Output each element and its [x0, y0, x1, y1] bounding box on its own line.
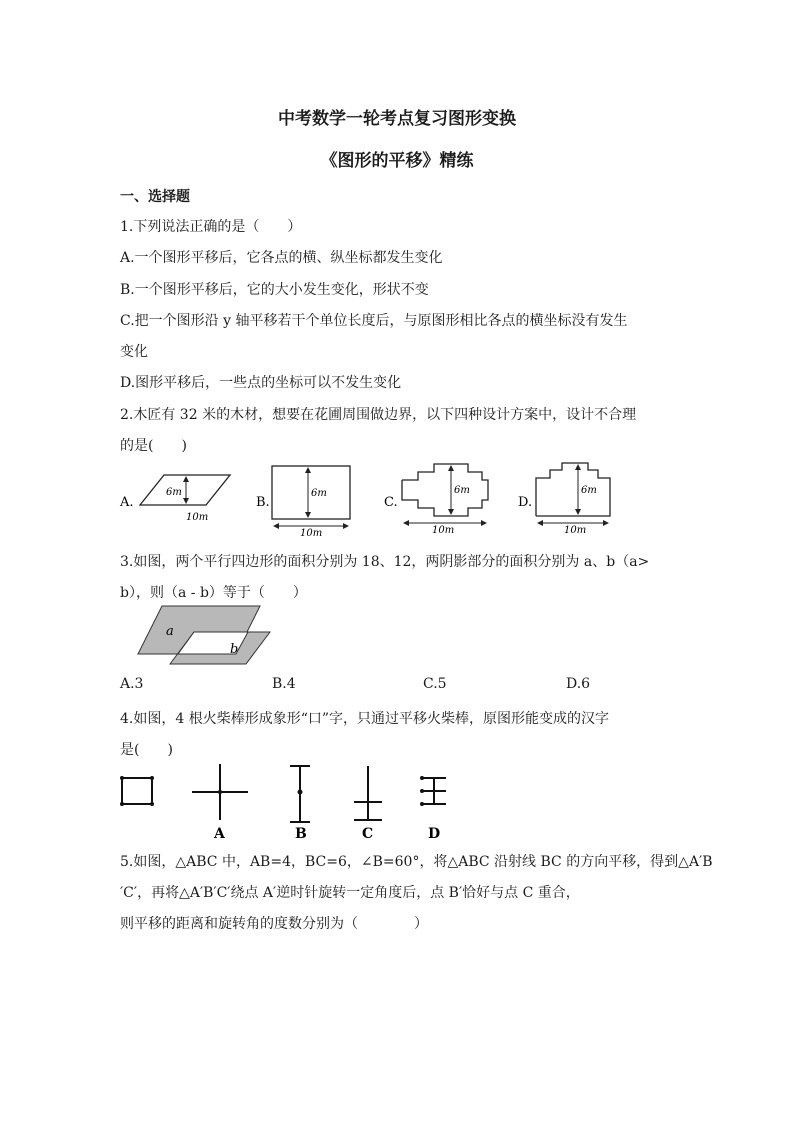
stepped-shape	[536, 463, 610, 516]
section-heading: 一、选择题	[120, 189, 190, 205]
q3-option-d: D.6	[566, 676, 591, 692]
q4-stem: 4.如图，4 根火柴棒形成象形“口”字，只通过平移火柴棒，原图形能变成的汉字	[120, 711, 610, 727]
q3-label-b: b	[230, 642, 239, 657]
q2-figures	[112, 460, 692, 538]
q2-stem-cont: 的是( )	[120, 438, 187, 454]
q2-label-a: A.	[120, 495, 134, 510]
q2-label-b: B.	[256, 495, 270, 510]
arrow-head	[537, 520, 543, 526]
q2-label-c: C.	[384, 495, 398, 510]
q1-option-c-cont: 变化	[120, 344, 148, 360]
arrow-head	[343, 523, 349, 529]
cross-shape	[402, 464, 488, 516]
arrow-head	[183, 476, 189, 482]
q3-option-a: A.3	[120, 676, 144, 692]
arrow-head	[603, 520, 609, 526]
q5-line1: 5.如图，△ABC 中，AB=4，BC=6，∠B=60°，将△ABC 沿射线 BC 的方向平移，得到△A′B	[120, 854, 713, 870]
q1-stem: 1.下列说法正确的是（ ）	[120, 219, 302, 235]
q4-figures	[112, 762, 462, 844]
q3-stem-cont: b），则（a - b）等于（ ）	[120, 585, 307, 601]
arrow-head	[481, 520, 487, 526]
q4-letter-c: C	[362, 826, 374, 842]
q4-letter-d: D	[428, 826, 441, 842]
arrow-head	[448, 509, 454, 515]
page-subtitle: 《图形的平移》精练	[320, 151, 474, 171]
q3-label-a: a	[166, 624, 174, 639]
arrow-head	[575, 464, 581, 470]
q2-label-d: D.	[518, 495, 533, 510]
q3-stem: 3.如图，两个平行四边形的面积分别为 18、12，两阴影部分的面积分别为 a、b（a>	[120, 554, 650, 570]
arrow-head	[273, 523, 279, 529]
q3-figure	[130, 602, 280, 672]
q1-option-d: D.图形平移后，一些点的坐标可以不发生变化	[120, 375, 402, 391]
q4-stem-cont: 是( )	[120, 742, 173, 758]
q2-stem: 2.木匠有 32 米的木材，想要在花圃周围做边界，以下四种设计方案中，设计不合理	[120, 407, 637, 423]
q4-letter-a: A	[214, 826, 225, 842]
q2b-height-label: 6m	[311, 488, 327, 499]
q2b-width-label: 10m	[300, 528, 323, 538]
q5-line3: 则平移的距离和旋转角的度数分别为（ ）	[120, 916, 428, 932]
q1-option-a: A.一个图形平移后，它各点的横、纵坐标都发生变化	[120, 250, 443, 266]
q1-option-c: C.把一个图形沿 y 轴平移若干个单位长度后，与原图形相比各点的横坐标没有发生	[120, 313, 628, 329]
arrow-head	[448, 465, 454, 471]
q1-option-b: B.一个图形平移后，它的大小发生变化，形状不变	[120, 282, 429, 298]
page-title: 中考数学一轮考点复习图形变换	[278, 109, 516, 129]
arrow-head	[183, 498, 189, 504]
q2a-width-label: 10m	[186, 512, 209, 523]
q2d-height-label: 6m	[581, 485, 597, 496]
q2d-width-label: 10m	[564, 525, 587, 536]
arrow-head	[403, 520, 409, 526]
arrow-head	[305, 467, 311, 473]
q3-option-b: B.4	[272, 676, 296, 692]
q4-letter-b: B	[295, 826, 307, 842]
matchstick-square	[122, 778, 152, 804]
arrow-head	[305, 512, 311, 518]
arrow-head	[575, 509, 581, 515]
q5-line2: ′C′，再将△A′B′C′绕点 A′逆时针旋转一定角度后，点 B′恰好与点 C 重合，	[120, 885, 580, 901]
q2c-width-label: 10m	[432, 525, 455, 536]
q3-option-c: C.5	[423, 676, 447, 692]
q2a-height-label: 6m	[166, 487, 182, 498]
q2c-height-label: 6m	[454, 485, 470, 496]
